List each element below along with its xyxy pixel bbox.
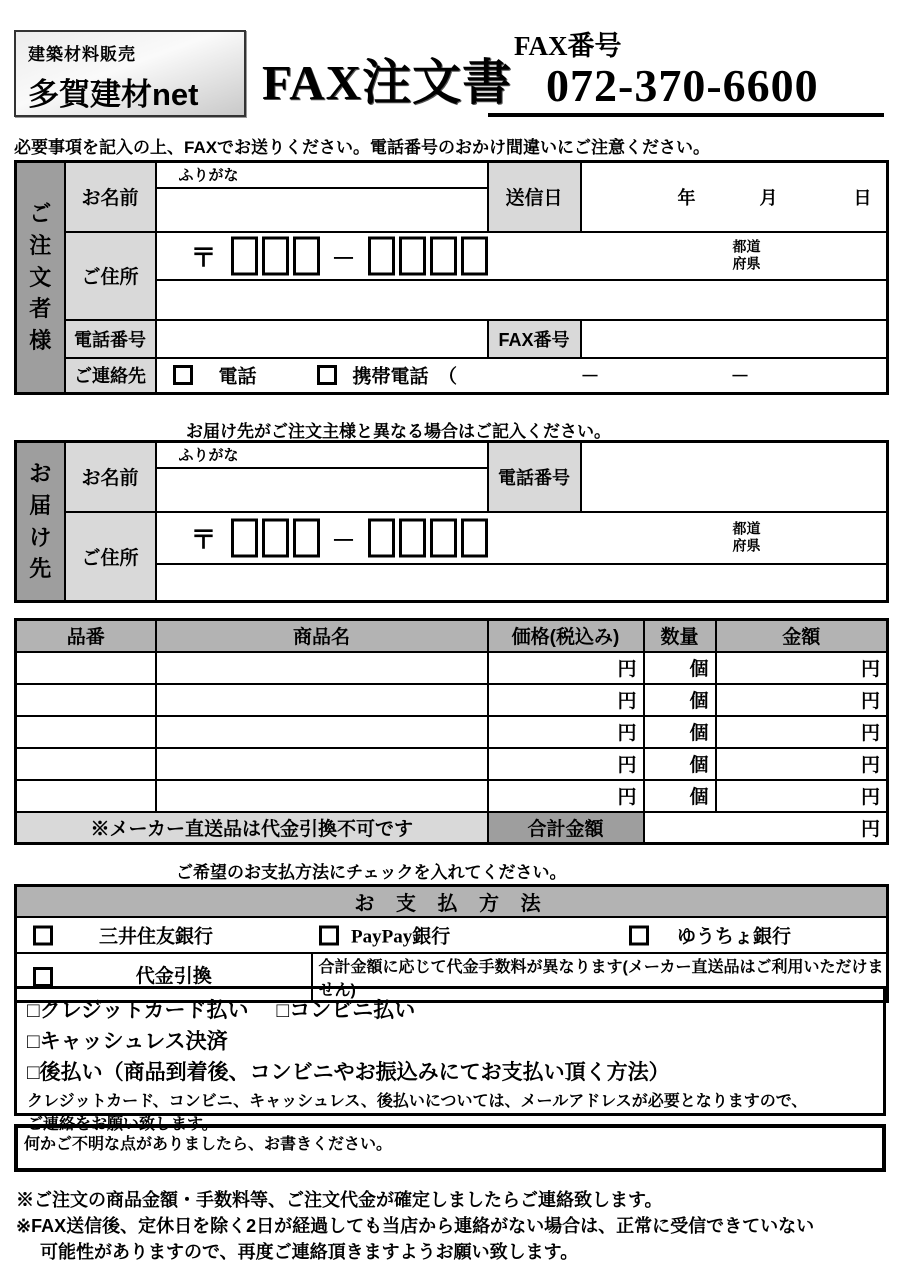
cod-note: 合計金額に応じて代金手数料が異なります(メーカー直送品はご利用いただけません) bbox=[312, 953, 888, 1002]
product-name-field[interactable] bbox=[156, 652, 488, 684]
postal-box[interactable] bbox=[399, 236, 426, 275]
orderer-postal-row bbox=[156, 232, 888, 280]
inquiry-label: 何かご不明な点がありましたら、お書きください。 bbox=[24, 1136, 393, 1153]
col-header-quantity: 数量 bbox=[644, 620, 716, 652]
send-date-label: 送信日 bbox=[488, 162, 581, 232]
postal-box[interactable] bbox=[293, 518, 320, 557]
delivery-section-label-cell bbox=[16, 442, 65, 602]
logo-company-name: 多賀建材net bbox=[28, 77, 199, 112]
other-payment-box bbox=[14, 986, 886, 1133]
product-row bbox=[16, 716, 888, 748]
orderer-table bbox=[14, 160, 889, 395]
postal-box[interactable] bbox=[368, 236, 395, 275]
delivery-caption: お届け先がご注文主様と異なる場合はご記入ください。 bbox=[186, 422, 611, 441]
postal-mark: 〒 bbox=[190, 524, 217, 554]
postal-box[interactable] bbox=[231, 518, 258, 557]
price-field[interactable]: 円 bbox=[488, 748, 644, 780]
postal-box[interactable] bbox=[262, 236, 289, 275]
fax-number-value: 072-370-6600 bbox=[546, 60, 819, 111]
delivery-postal-row bbox=[156, 512, 888, 564]
cod-label: 代金引換 bbox=[135, 966, 212, 987]
date-day-label: 日 bbox=[853, 187, 872, 208]
direct-shipping-note: ※メーカー直送品は代金引換不可です bbox=[16, 812, 488, 844]
orderer-furigana-field[interactable]: ふりがな bbox=[156, 162, 488, 188]
postal-box[interactable] bbox=[368, 518, 395, 557]
orderer-fax-field[interactable] bbox=[581, 320, 888, 358]
delivery-name-field[interactable] bbox=[156, 468, 488, 512]
product-row bbox=[16, 748, 888, 780]
company-logo bbox=[14, 30, 246, 117]
price-field[interactable]: 円 bbox=[488, 684, 644, 716]
postal-box[interactable] bbox=[430, 518, 457, 557]
postal-box[interactable] bbox=[231, 236, 258, 275]
prefecture-line1: 都道 bbox=[732, 520, 761, 536]
delivery-address-label: ご住所 bbox=[65, 512, 156, 602]
delivery-section-label: お届け先 bbox=[29, 460, 52, 582]
contact-pref-row bbox=[156, 358, 888, 394]
contact-number-dash2: － bbox=[730, 366, 750, 388]
amount-field[interactable]: 円 bbox=[716, 652, 888, 684]
contact-mobile-option: 携帯電話 （ bbox=[352, 366, 458, 388]
postal-dash: － bbox=[331, 527, 356, 554]
orderer-address-label: ご住所 bbox=[65, 232, 156, 320]
email-note-line2: ご連絡をお願い致します。 bbox=[27, 1115, 218, 1133]
item-number-field[interactable] bbox=[16, 684, 156, 716]
fax-number-label: FAX番号 bbox=[514, 31, 622, 61]
prefecture-label bbox=[717, 520, 777, 555]
prefecture-line2: 府県 bbox=[732, 537, 761, 554]
item-number-field[interactable] bbox=[16, 652, 156, 684]
orderer-phone-label: 電話番号 bbox=[65, 320, 156, 358]
contact-phone-checkbox[interactable] bbox=[173, 365, 193, 385]
col-header-price: 価格(税込み) bbox=[488, 620, 644, 652]
logo-category-text: 建築材料販売 bbox=[28, 45, 136, 64]
price-field[interactable]: 円 bbox=[488, 652, 644, 684]
orderer-fax-label: FAX番号 bbox=[488, 320, 581, 358]
quantity-field[interactable]: 個 bbox=[644, 780, 716, 812]
quantity-field[interactable]: 個 bbox=[644, 652, 716, 684]
price-field[interactable]: 円 bbox=[488, 780, 644, 812]
postal-box[interactable] bbox=[430, 236, 457, 275]
prefecture-line1: 都道 bbox=[732, 238, 761, 254]
fax-number-block bbox=[488, 24, 884, 117]
postal-box[interactable] bbox=[461, 518, 488, 557]
item-number-field[interactable] bbox=[16, 780, 156, 812]
date-year-label: 年 bbox=[677, 187, 696, 208]
postal-dash: － bbox=[331, 245, 356, 272]
col-header-item-number: 品番 bbox=[16, 620, 156, 652]
contact-number-dash1: － bbox=[580, 366, 600, 388]
bank1-checkbox[interactable] bbox=[33, 925, 53, 945]
delivery-phone-field[interactable] bbox=[581, 442, 888, 512]
orderer-phone-field[interactable] bbox=[156, 320, 488, 358]
cashless-option[interactable]: □キャッシュレス決済 bbox=[27, 1028, 228, 1053]
delivery-table bbox=[14, 440, 889, 603]
credit-card-option[interactable]: □クレジットカード払い bbox=[27, 998, 249, 1022]
total-amount-label: 合計金額 bbox=[488, 812, 644, 844]
footnote-price-confirmation: ※ご注文の商品金額・手数料等、ご注文代金が確定しましたらご連絡致します。 bbox=[16, 1190, 663, 1210]
postal-mark: 〒 bbox=[190, 242, 217, 272]
contact-mobile-checkbox[interactable] bbox=[317, 365, 337, 385]
delivery-furigana-field[interactable]: ふりがな bbox=[156, 442, 488, 468]
product-row bbox=[16, 652, 888, 684]
amount-field[interactable]: 円 bbox=[716, 748, 888, 780]
deferred-payment-option[interactable]: □後払い（商品到着後、コンビニやお振込みにてお支払い頂く方法） bbox=[27, 1059, 670, 1084]
postal-box[interactable] bbox=[399, 518, 426, 557]
payment-caption: ご希望のお支払方法にチェックを入れてください。 bbox=[176, 863, 567, 882]
bank3-checkbox[interactable] bbox=[629, 925, 649, 945]
amount-field[interactable]: 円 bbox=[716, 780, 888, 812]
payment-method-header: お 支 払 方 法 bbox=[16, 886, 888, 918]
prefecture-line2: 府県 bbox=[732, 255, 761, 272]
footnote-fax-receipt-line1: ※FAX送信後、定休日を除く2日が経過しても当店から連絡がない場合は、正常に受信できていない bbox=[16, 1216, 815, 1236]
orderer-section-label: ご注文者様 bbox=[29, 200, 52, 354]
quantity-field[interactable]: 個 bbox=[644, 748, 716, 780]
quantity-field[interactable]: 個 bbox=[644, 716, 716, 748]
quantity-field[interactable]: 個 bbox=[644, 684, 716, 716]
item-number-field[interactable] bbox=[16, 748, 156, 780]
postal-box[interactable] bbox=[461, 236, 488, 275]
contact-phone-option: 電話 bbox=[218, 366, 257, 388]
send-date-field[interactable] bbox=[581, 162, 888, 232]
contact-pref-label: ご連絡先 bbox=[65, 358, 156, 394]
bank3-label: ゆうちょ銀行 bbox=[677, 926, 792, 948]
convenience-store-option[interactable]: □コンビニ払い bbox=[276, 998, 416, 1022]
footnote-fax-receipt-line2: 可能性がありますので、再度ご連絡頂きますようお願い致します。 bbox=[40, 1242, 579, 1262]
col-header-amount: 金額 bbox=[716, 620, 888, 652]
postal-box[interactable] bbox=[262, 518, 289, 557]
product-name-field[interactable] bbox=[156, 748, 488, 780]
product-row bbox=[16, 780, 888, 812]
products-table bbox=[14, 618, 889, 845]
prefecture-label bbox=[717, 238, 777, 273]
form-instruction: 必要事項を記入の上、FAXでお送りください。電話番号のおかけ間違いにご注意ください。 bbox=[14, 138, 711, 157]
page-title: FAX注文書 bbox=[262, 55, 513, 110]
product-name-field[interactable] bbox=[156, 716, 488, 748]
orderer-section-label-cell bbox=[16, 162, 65, 394]
delivery-name-label: お名前 bbox=[65, 442, 156, 512]
postal-box[interactable] bbox=[293, 236, 320, 275]
total-amount-field[interactable]: 円 bbox=[644, 812, 888, 844]
amount-field[interactable]: 円 bbox=[716, 716, 888, 748]
product-name-field[interactable] bbox=[156, 684, 488, 716]
email-note-line1: クレジットカード、コンビニ、キャッシュレス、後払いについては、メールアドレスが必要となりますので、 bbox=[27, 1092, 808, 1110]
col-header-product-name: 商品名 bbox=[156, 620, 488, 652]
inquiry-box[interactable] bbox=[14, 1124, 886, 1172]
product-name-field[interactable] bbox=[156, 780, 488, 812]
bank2-checkbox[interactable] bbox=[319, 925, 339, 945]
orderer-name-label: お名前 bbox=[65, 162, 156, 232]
delivery-address-field[interactable] bbox=[156, 564, 888, 602]
bank2-label: PayPay銀行 bbox=[351, 926, 451, 948]
date-month-label: 月 bbox=[759, 187, 778, 208]
price-field[interactable]: 円 bbox=[488, 716, 644, 748]
orderer-name-field[interactable] bbox=[156, 188, 488, 232]
orderer-address-field[interactable] bbox=[156, 280, 888, 320]
bank1-label: 三井住友銀行 bbox=[99, 926, 214, 948]
bank-options-row bbox=[16, 917, 888, 953]
cod-checkbox[interactable] bbox=[33, 967, 53, 987]
product-row bbox=[16, 684, 888, 716]
item-number-field[interactable] bbox=[16, 716, 156, 748]
amount-field[interactable]: 円 bbox=[716, 684, 888, 716]
delivery-phone-label: 電話番号 bbox=[488, 442, 581, 512]
